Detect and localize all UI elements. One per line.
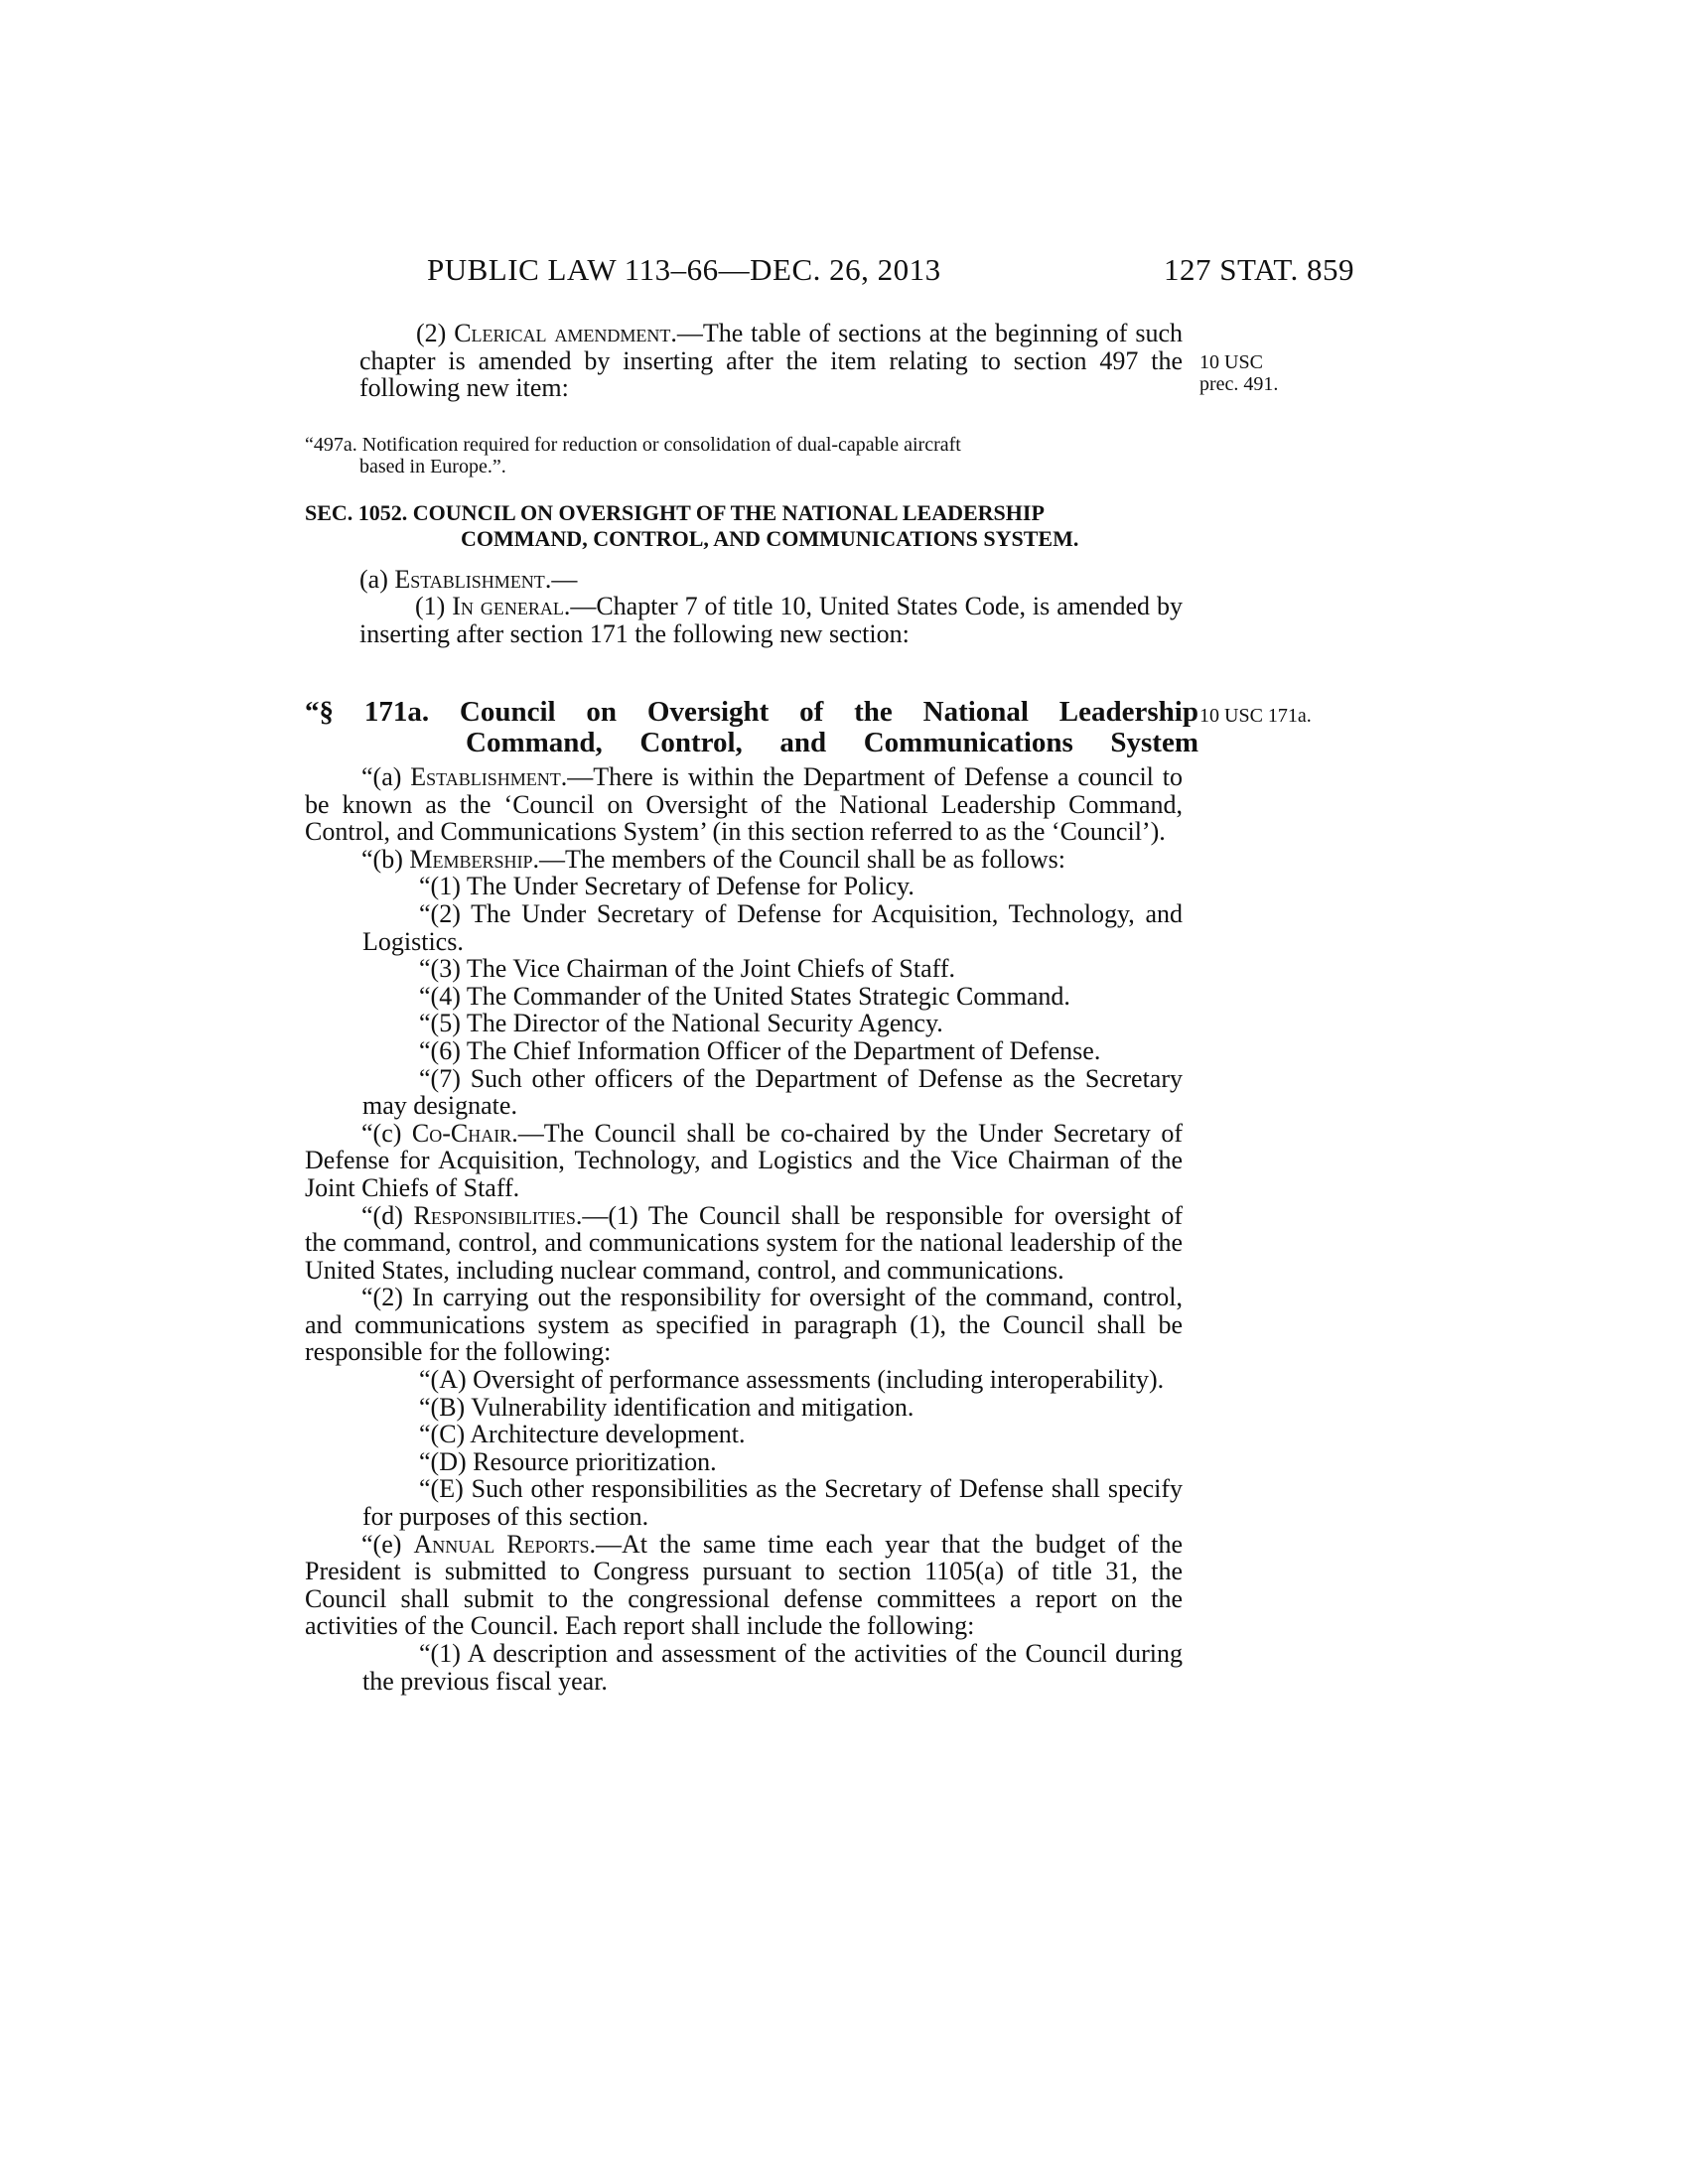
subsection-c — [305, 1120, 1183, 1202]
membership-item-4: “(4) The Commander of the United States Strategic Command. — [419, 981, 1070, 1011]
est-a-dash: .— — [544, 565, 578, 594]
est-a-num: (a) — [359, 565, 395, 594]
general-heading: In general — [452, 592, 564, 620]
e-heading: Annual Reports — [413, 1529, 590, 1559]
running-header-left: PUBLIC LAW 113–66—DEC. 26, 2013 — [427, 252, 941, 287]
sec-1052-line-1: SEC. 1052. COUNCIL ON OVERSIGHT OF THE NATIONAL LEADERSHIP — [305, 500, 1045, 525]
section-171a-body — [305, 763, 1183, 1695]
running-header-right: 127 STAT. 859 — [1164, 252, 1355, 287]
e-num: “(e) — [361, 1529, 414, 1559]
clerical-amendment-paragraph — [359, 320, 1183, 402]
section-1052-heading — [305, 500, 1198, 552]
membership-item-2: “(2) The Under Secretary of Defense for Acquisition, Technology, and Logistics. — [362, 898, 1183, 956]
section-171a-heading — [305, 697, 1198, 758]
membership-item-6: “(6) The Chief Information Officer of the Department of Defense. — [419, 1035, 1101, 1065]
subsection-a — [305, 763, 1183, 846]
general-text: .—Chapter 7 of title 10, United States Code, is amended by inserting after section 171 the following new section: — [359, 592, 1183, 648]
clerical-text: .—The table of sections at the beginning of such chapter is amended by inserting after the item relating to section 497 the following new item: — [359, 319, 1183, 403]
b-num: “(b) — [361, 844, 410, 874]
item-line-1: “497a. Notification required for reduction or consolidation of dual-capable aircraft — [305, 434, 961, 456]
margin-note-line: prec. 491. — [1199, 373, 1279, 395]
b-text: .—The members of the Council shall be as follows: — [532, 844, 1066, 874]
margin-note-10-usc-prec-491 — [1199, 351, 1278, 395]
membership-item-5: “(5) The Director of the National Security Agency. — [419, 1009, 943, 1038]
table-of-sections-item — [305, 434, 1198, 478]
d-text: .—(1) The Council shall be responsible for oversight of the command, control, and communications system for the national leadership of the United States, including nuclear command, control, and communications. — [305, 1200, 1184, 1285]
b-heading: Membership — [409, 844, 533, 874]
a-text: .—There is within the Department of Defense a council to be known as the ‘Council on Oversight of the National Leadership Command, Control, and Communications System’ (in this section referred to as the ‘Council’). — [305, 762, 1183, 847]
report-item-1: “(1) A description and assessment of the activities of the Council during the previous fiscal year. — [362, 1639, 1183, 1696]
d-num: “(d) — [361, 1200, 414, 1230]
e-text: .—At the same time each year that the budget of the President is submitted to Congress pursuant to section 1105(a) of title 31, the Council shall submit to the congressional defense committees a report on the activities of the Council. Each report shall include the following: — [305, 1529, 1183, 1641]
membership-item-7: “(7) Such other officers of the Department of Defense as the Secretary may designate. — [362, 1063, 1183, 1121]
responsibility-A: “(A) Oversight of performance assessments (including interoperability). — [419, 1365, 1165, 1395]
subsection-a-establishment — [359, 566, 1183, 594]
membership-item-3: “(3) The Vice Chairman of the Joint Chiefs of Staff. — [419, 954, 955, 984]
membership-item-1: “(1) The Under Secretary of Defense for Policy. — [419, 872, 914, 901]
a-num: “(a) — [361, 762, 411, 791]
sec-1052-line-2: COMMAND, CONTROL, AND COMMUNICATIONS SYSTEM. — [461, 526, 1079, 551]
subsection-d — [305, 1202, 1183, 1285]
sec-171a-line-1: “§ 171a. Council on Oversight of the National Leadership — [305, 696, 1198, 728]
item-line-2: based in Europe.”. — [359, 456, 506, 478]
responsibility-C: “(C) Architecture development. — [419, 1420, 746, 1449]
a-heading: Establishment — [410, 762, 561, 791]
d-heading: Responsibilities — [413, 1200, 576, 1230]
c-num: “(c) — [361, 1118, 412, 1148]
margin-note-line: 10 USC — [1199, 351, 1263, 373]
subsection-d-2: “(2) In carrying out the responsibility for oversight of the command, control, and communications system as specified in paragraph (1), the Council shall be responsible for the following: — [305, 1283, 1183, 1367]
clerical-heading: Clerical amendment — [454, 319, 671, 347]
responsibility-B: “(B) Vulnerability identification and mitigation. — [419, 1392, 914, 1422]
general-num: (1) — [415, 592, 453, 620]
responsibility-E: “(E) Such other responsibilities as the Secretary of Defense shall specify for purposes of this section. — [362, 1474, 1183, 1532]
responsibility-D: “(D) Resource prioritization. — [419, 1446, 717, 1476]
c-text: .—The Council shall be co-chaired by the Under Secretary of Defense for Acquisition, Technology, and Logistics and the Vice Chairman of the Joint Chiefs of Staff. — [305, 1118, 1183, 1202]
clerical-num: (2) — [416, 319, 455, 347]
margin-note-10-usc-171a: 10 USC 171a. — [1199, 705, 1312, 727]
est-a-heading: Establishment — [394, 565, 545, 594]
subsection-e — [305, 1531, 1183, 1640]
paragraph-1-in-general — [359, 593, 1183, 647]
subsection-b — [305, 846, 1183, 874]
sec-171a-line-2: Command, Control, and Communications System — [466, 727, 1198, 758]
c-heading: Co-Chair — [411, 1118, 512, 1148]
